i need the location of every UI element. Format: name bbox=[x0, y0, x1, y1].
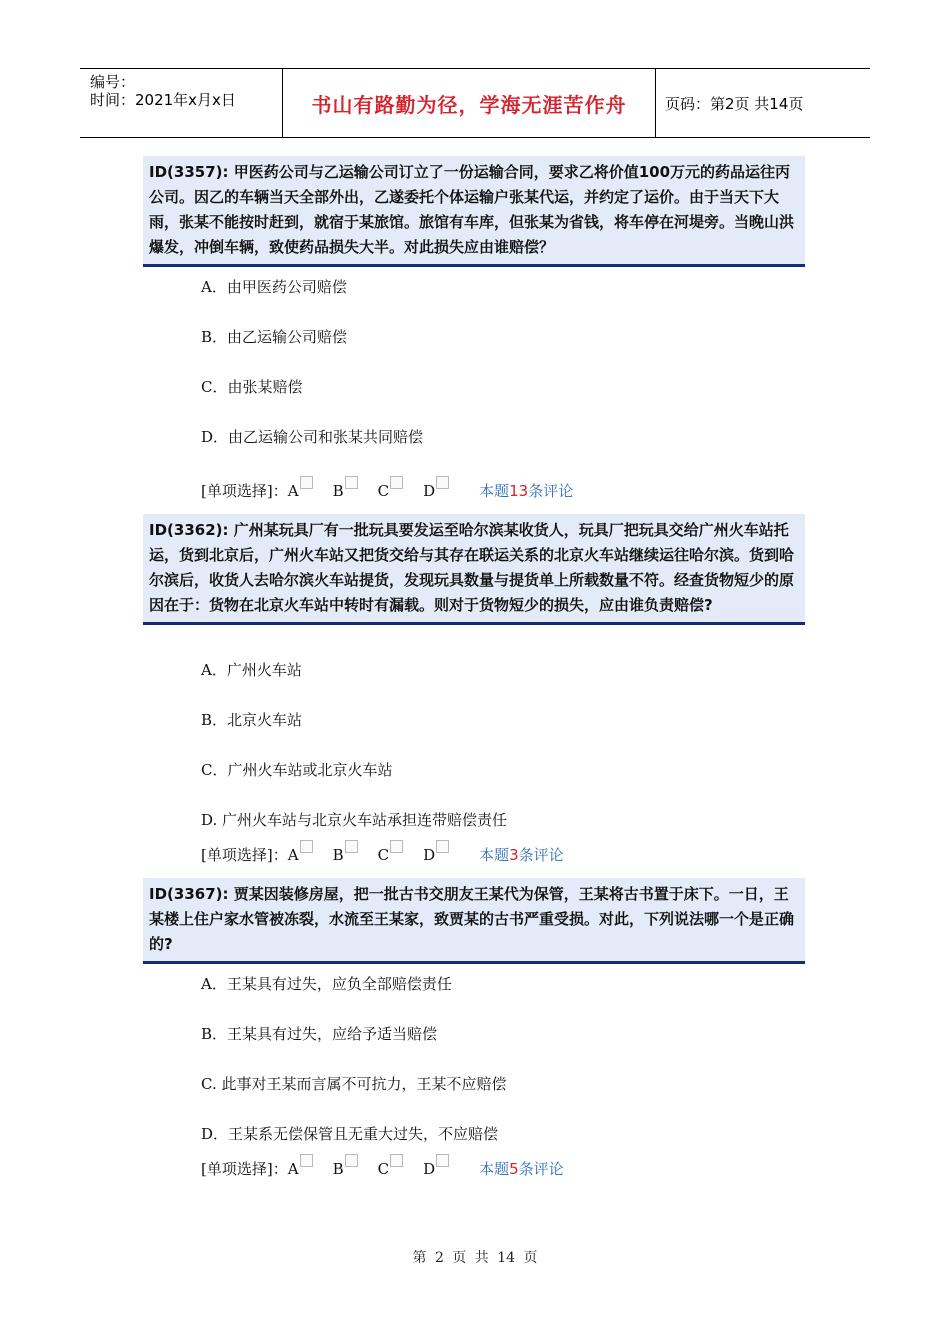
comment-count: 3 bbox=[509, 846, 519, 864]
choice-a-checkbox[interactable] bbox=[300, 476, 313, 489]
header-page-cell bbox=[656, 69, 870, 137]
option-b: B．北京火车站 bbox=[201, 711, 303, 729]
page-header bbox=[80, 68, 870, 138]
doc-time-label: 时间：2021年x月x日 bbox=[90, 91, 236, 109]
comments-link[interactable]: 本题3条评论 bbox=[479, 846, 564, 864]
question-title: ID(3357): 甲医药公司与乙运输公司订立了一份运输合同，要求乙将价值100万元的药品运往丙公司。因乙的车辆当天全部外出，乙遂委托个体运输户张某代运，并约定了运价。由于当天下大雨，张某不能按时赶到，就宿于某旅馆。旅馆有车库，但张某为省钱，将车停在河堤旁。当晚山洪爆发，冲倒车辆，致使药品损失大半。对此损失应由谁赔偿？ bbox=[143, 156, 805, 267]
choice-a-checkbox[interactable] bbox=[300, 1154, 313, 1167]
comments-link[interactable]: 本题13条评论 bbox=[479, 482, 574, 500]
option-b: B．由乙运输公司赔偿 bbox=[201, 328, 348, 346]
option-a: A．王某具有过失，应负全部赔偿责任 bbox=[201, 975, 452, 993]
option-a: A．由甲医药公司赔偿 bbox=[201, 278, 347, 296]
choice-b-label: B bbox=[332, 1160, 344, 1178]
header-info-cell bbox=[80, 69, 283, 137]
choice-b-label: B bbox=[332, 846, 344, 864]
answer-selector bbox=[201, 840, 564, 865]
choice-c-checkbox[interactable] bbox=[390, 476, 403, 489]
choice-c-label: C bbox=[377, 1160, 390, 1178]
option-c: C. 此事对王某而言属不可抗力，王某不应赔偿 bbox=[201, 1075, 507, 1093]
doc-number-label: 编号： bbox=[90, 73, 136, 91]
comment-count: 5 bbox=[509, 1160, 519, 1178]
option-d: D．王某系无偿保管且无重大过失，不应赔偿 bbox=[201, 1125, 499, 1143]
select-label: [单项选择]： bbox=[201, 1160, 288, 1178]
question-title: ID(3362): 广州某玩具厂有一批玩具要发运至哈尔滨某收货人，玩具厂把玩具交给广州火车站托运，货到北京后，广州火车站又把货交给与其存在联运关系的北京火车站继续运往哈尔滨。货到哈尔滨后，收货人去哈尔滨火车站提货，发现玩具数量与提货单上所载数量不符。经查货物短少的原因在于：货物在北京火车站中转时有漏载。则对于货物短少的损失，应由谁负责赔偿? bbox=[143, 514, 805, 625]
header-motto-cell bbox=[283, 69, 656, 137]
choice-b-checkbox[interactable] bbox=[345, 1154, 358, 1167]
answer-selector bbox=[201, 476, 573, 501]
choice-a-label: A bbox=[287, 846, 299, 864]
choice-d-checkbox[interactable] bbox=[436, 1154, 449, 1167]
choice-a-label: A bbox=[287, 482, 299, 500]
option-c: C．由张某赔偿 bbox=[201, 378, 303, 396]
choice-b-label: B bbox=[332, 482, 344, 500]
comment-count: 13 bbox=[509, 482, 529, 500]
option-d: D．由乙运输公司和张某共同赔偿 bbox=[201, 428, 424, 446]
page-footer: 第 2 页 共 14 页 bbox=[412, 1250, 538, 1266]
option-c: C．广州火车站或北京火车站 bbox=[201, 761, 393, 779]
choice-b-checkbox[interactable] bbox=[345, 476, 358, 489]
choice-d-checkbox[interactable] bbox=[436, 476, 449, 489]
option-b: B．王某具有过失，应给予适当赔偿 bbox=[201, 1025, 438, 1043]
option-d: D. 广州火车站与北京火车站承担连带赔偿责任 bbox=[201, 811, 508, 829]
answer-selector bbox=[201, 1154, 564, 1179]
choice-c-checkbox[interactable] bbox=[390, 840, 403, 853]
choice-c-label: C bbox=[377, 482, 390, 500]
choice-c-label: C bbox=[377, 846, 390, 864]
question-title: ID(3367): 贾某因装修房屋，把一批古书交朋友王某代为保管，王某将古书置于床下。一日，王某楼上住户家水管被冻裂，水流至王某家，致贾某的古书严重受损。对此，下列说法哪一个是正确的? bbox=[143, 878, 805, 964]
choice-d-checkbox[interactable] bbox=[436, 840, 449, 853]
choice-a-checkbox[interactable] bbox=[300, 840, 313, 853]
choice-a-label: A bbox=[287, 1160, 299, 1178]
header-motto: 书山有路勤为径，学海无涯苦作舟 bbox=[311, 92, 627, 117]
choice-b-checkbox[interactable] bbox=[345, 840, 358, 853]
choice-d-label: D bbox=[423, 482, 436, 500]
choice-d-label: D bbox=[423, 846, 436, 864]
choice-c-checkbox[interactable] bbox=[390, 1154, 403, 1167]
option-a: A．广州火车站 bbox=[201, 661, 302, 679]
select-label: [单项选择]： bbox=[201, 482, 288, 500]
choice-d-label: D bbox=[423, 1160, 436, 1178]
select-label: [单项选择]： bbox=[201, 846, 288, 864]
comments-link[interactable]: 本题5条评论 bbox=[479, 1160, 564, 1178]
header-page-number: 页码：第2页 共14页 bbox=[665, 94, 804, 113]
